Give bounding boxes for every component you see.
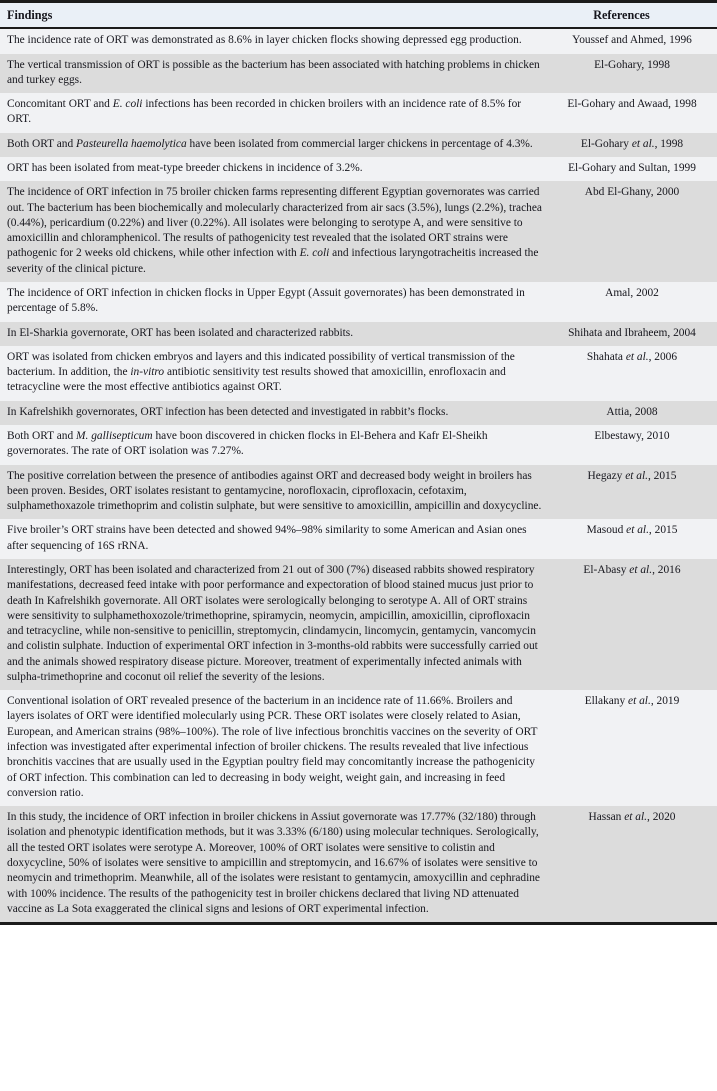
- table-row: [0, 54, 717, 94]
- table-row: [0, 401, 717, 425]
- cell-reference: Hassan et al., 2020: [549, 806, 717, 923]
- table-row: [0, 806, 717, 923]
- cell-findings: In El-Sharkia governorate, ORT has been isolated and characterized rabbits.: [0, 322, 549, 346]
- table-row: [0, 425, 717, 465]
- cell-reference: Shihata and Ibraheem, 2004: [549, 322, 717, 346]
- cell-findings: Five broiler’s ORT strains have been detected and showed 94%–98% similarity to some American and Asian ones after sequencing of 16S rRNA.: [0, 519, 549, 559]
- table-body: [0, 28, 717, 923]
- cell-findings: Both ORT and M. gallisepticum have boon discovered in chicken flocks in El-Behera and Kafr El-Sheikh governorates. The rate of ORT isolation was 7.27%.: [0, 425, 549, 465]
- cell-findings: The incidence of ORT infection in 75 broiler chicken farms representing different Egyptian governorates was carried out. The bacterium has been biochemically and molecularly characterized from air sacs (3.5%), lungs (2.2%), trachea (0.44%), pericardium (0.22%) and liver (0.22%). All isolates were belonging to serotype A, and were sensitive to amoxicillin and chloramphenicol. The results of pathogenicity test revealed that the isolated ORT strains were pathogenic for 2 weeks old chickens, while other infection with E. coli and infectious laryngotracheitis increased the severity of the clinical picture.: [0, 181, 549, 282]
- cell-reference: Elbestawy, 2010: [549, 425, 717, 465]
- cell-findings: The incidence of ORT infection in chicken flocks in Upper Egypt (Assuit governorates) has been demonstrated in percentage of 5.8%.: [0, 282, 549, 322]
- table-row: [0, 519, 717, 559]
- table-header-row: [0, 2, 717, 29]
- column-header-findings: Findings: [0, 2, 549, 29]
- table-row: [0, 28, 717, 53]
- table-header: [0, 2, 717, 29]
- table-row: [0, 690, 717, 806]
- cell-reference: Ellakany et al., 2019: [549, 690, 717, 806]
- cell-findings: ORT was isolated from chicken embryos and layers and this indicated possibility of vertical transmission of the bacterium. In addition, the in-vitro antibiotic sensitivity test results showed that amoxicillin, enrofloxacin and tetracycline were the most effective antibiotics against ORT.: [0, 346, 549, 401]
- table-row: [0, 282, 717, 322]
- cell-findings: The positive correlation between the presence of antibodies against ORT and decreased body weight in broilers has been proven. Besides, ORT isolates resistant to gentamycine, norofloxacin, ciprofloxacin, cefotaxim, sulphamethoxazole trimethoprim and colistin sulphate, but were sensitive to amoxicillin, ampicillin and doxycycline.: [0, 465, 549, 520]
- cell-reference: El-Abasy et al., 2016: [549, 559, 717, 690]
- cell-findings: In Kafrelshikh governorates, ORT infection has been detected and investigated in rabbit’s flocks.: [0, 401, 549, 425]
- cell-findings: Both ORT and Pasteurella haemolytica have been isolated from commercial larger chickens in percentage of 4.3%.: [0, 133, 549, 157]
- cell-findings: Conventional isolation of ORT revealed presence of the bacterium in an incidence rate of 11.66%. Broilers and layers isolates of ORT were identified molecularly using PCR. These ORT isolates were closely related to Asian, European, and American strains (98%–100%). The role of live infectious bronchitis vaccines on the severity of ORT infection was investigated after experimental infection of broiler chickens. The results revealed that live infectious bronchitis vaccines that are usually used in the Egyptian poultry field may concomitantly increase the pathogenicity of ORT infection. This combination can led to decreasing in body weight, weight gain, and increasing in feed conversion ratio.: [0, 690, 549, 806]
- cell-reference: El-Gohary, 1998: [549, 54, 717, 94]
- cell-findings: In this study, the incidence of ORT infection in broiler chickens in Assiut governorate was 17.77% (32/180) through isolation and phenotypic identification methods, but it was 3.33% (6/180) using molecular techniques. Serologically, all the tested ORT isolates were serotype A. Moreover, 100% of ORT isolates were sensitive to colistin and doxycycline, 50% of isolates were sensitive to ampicillin and streptomycin, and 16.67% of isolates were sensitive to neomycin and trimethoprim. Meanwhile, all of the isolates were resistant to gentamycin, amoxycillin and cephradine with 100% incidence. The results of the pathogenicity test in broiler chickens declared that living ND attenuated vaccine as La Sota exaggerated the clinical signs and lesions of ORT experimental infection.: [0, 806, 549, 923]
- table-row: [0, 157, 717, 181]
- cell-findings: ORT has been isolated from meat-type breeder chickens in incidence of 3.2%.: [0, 157, 549, 181]
- cell-reference: Attia, 2008: [549, 401, 717, 425]
- cell-reference: El-Gohary and Awaad, 1998: [549, 93, 717, 133]
- cell-findings: Concomitant ORT and E. coli infections has been recorded in chicken broilers with an incidence rate of 8.5% for ORT.: [0, 93, 549, 133]
- cell-reference: El-Gohary and Sultan, 1999: [549, 157, 717, 181]
- table-row: [0, 133, 717, 157]
- cell-reference: Masoud et al., 2015: [549, 519, 717, 559]
- cell-reference: El-Gohary et al., 1998: [549, 133, 717, 157]
- table-row: [0, 559, 717, 690]
- cell-findings: Interestingly, ORT has been isolated and characterized from 21 out of 300 (7%) diseased rabbits showed respiratory manifestations, decreased feed intake with poor performance and expectoration of blood stained mucus just prior to death In Kafrelshikh governorate. All ORT isolates were serologically belonging to serotype A. All of ORT strains were sensitivity to sulphamethoxozole/trimethoprine, spiramycin, neomycin, ampicillin, amoxicillin, ciprofloxacin and tetracycline, while non-sensitive to penicillin, streptomycin, clindamycin, lincomycin, gentamycin, vancomycin and colistin sulphate. Induction of experimental ORT infection in 3-months-old rabbits were successfully carried out and the animals showed respiratory disease picture. Moreover, treatment of experimentally infected animals with sulpha-trimethoprine and coconut oil relief the severity of the lesions.: [0, 559, 549, 690]
- column-header-references: References: [549, 2, 717, 29]
- cell-findings: The vertical transmission of ORT is possible as the bacterium has been associated with hatching problems in chicken and turkey eggs.: [0, 54, 549, 94]
- cell-reference: Abd El-Ghany, 2000: [549, 181, 717, 282]
- table-row: [0, 465, 717, 520]
- table-row: [0, 181, 717, 282]
- table-row: [0, 346, 717, 401]
- cell-reference: Hegazy et al., 2015: [549, 465, 717, 520]
- table-row: [0, 322, 717, 346]
- cell-findings: The incidence rate of ORT was demonstrated as 8.6% in layer chicken flocks showing depressed egg production.: [0, 28, 549, 53]
- cell-reference: Amal, 2002: [549, 282, 717, 322]
- cell-reference: Shahata et al., 2006: [549, 346, 717, 401]
- table-row: [0, 93, 717, 133]
- cell-reference: Youssef and Ahmed, 1996: [549, 28, 717, 53]
